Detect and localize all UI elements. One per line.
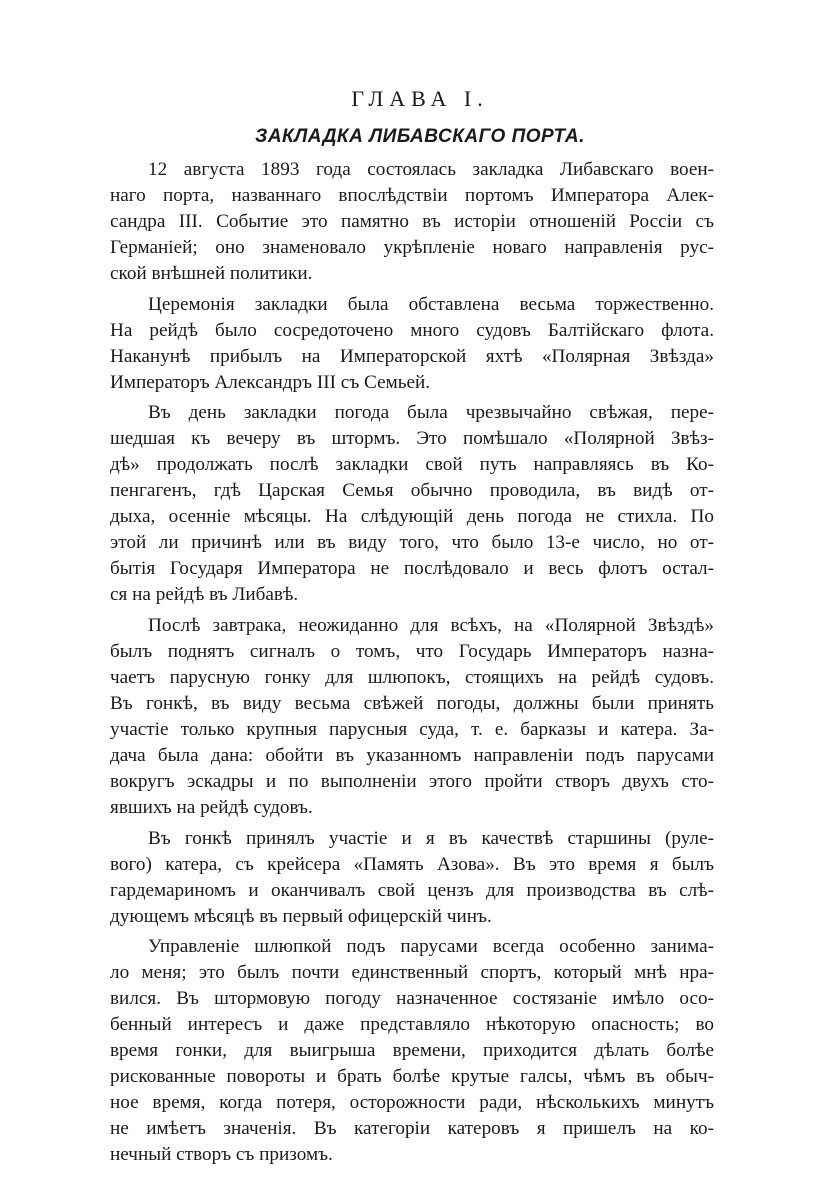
text-line: ся на рейдѣ въ Либавѣ. bbox=[110, 584, 299, 605]
text-line: Въ день закладки погода была чрезвычайно свѣжая, пере- bbox=[148, 402, 714, 423]
chapter-title: ЗАКЛАДКА ЛИБАВСКАГО ПОРТА. bbox=[255, 126, 585, 147]
text-line: ло меня; это былъ почти единственный спортъ, который мнѣ нра- bbox=[110, 962, 714, 983]
text-line: не имѣетъ значенія. Въ категоріи катеровъ я пришелъ на ко- bbox=[110, 1118, 714, 1139]
text-line: время гонки, для выигрыша времени, приходится дѣлать болѣе bbox=[110, 1040, 714, 1061]
text-line: гардемариномъ и оканчивалъ свой цензъ для производства въ слѣ- bbox=[110, 880, 714, 901]
text-line: дыха, осенніе мѣсяцы. На слѣдующій день погода не стихла. По bbox=[110, 506, 714, 527]
text-line: ской внѣшней политики. bbox=[110, 263, 313, 284]
text-line: нечный створъ съ призомъ. bbox=[110, 1144, 333, 1165]
chapter-heading: ГЛАВА I. bbox=[351, 86, 489, 111]
text-line: участіе только крупныя парусныя суда, т. е. барказы и катера. За- bbox=[110, 719, 714, 740]
text-line: дующемъ мѣсяцѣ въ первый офицерскій чинъ. bbox=[110, 906, 492, 927]
text-line: Управленіе шлюпкой подъ парусами всегда особенно занима- bbox=[148, 936, 714, 957]
text-line: На рейдѣ было сосредоточено много судовъ Балтійскаго флота. bbox=[110, 320, 714, 341]
text-line: пенгагенъ, гдѣ Царская Семья обычно проводила, въ видѣ от- bbox=[110, 480, 714, 501]
text-line: Въ гонкѣ, въ виду весьма свѣжей погоды, должны были принять bbox=[110, 693, 714, 714]
text-line: шедшая къ вечеру въ штормъ. Это помѣшало «Полярной Звѣз- bbox=[110, 428, 714, 449]
text-line: дѣ» продолжать послѣ закладки свой путь направляясь въ Ко- bbox=[110, 454, 714, 475]
text-line: чаетъ парусную гонку для шлюпокъ, стоящихъ на рейдѣ судовъ. bbox=[110, 667, 714, 688]
text-line: былъ поднятъ сигналъ о томъ, что Государь Императоръ назна- bbox=[110, 641, 714, 662]
text-line: вился. Въ штормовую погоду назначенное состязаніе имѣло осо- bbox=[110, 988, 714, 1009]
text-line: Германіей; оно знаменовало укрѣпленіе новаго направленія рус- bbox=[110, 237, 714, 258]
text-line: ное время, когда потеря, осторожности ради, нѣсколькихъ минутъ bbox=[110, 1092, 714, 1113]
text-line: Въ гонкѣ принялъ участіе и я въ качествѣ старшины (руле- bbox=[148, 828, 714, 849]
text-line: бытія Государя Императора не послѣдовало и весь флотъ остал- bbox=[110, 558, 714, 579]
text-line: Наканунѣ прибылъ на Императорской яхтѣ «Полярная Звѣзда» bbox=[110, 346, 714, 367]
text-line: вокругъ эскадры и по выполненіи этого пройти створъ двухъ сто- bbox=[110, 771, 714, 792]
text-line: этой ли причинѣ или въ виду того, что было 13-е число, но от- bbox=[110, 532, 714, 553]
text-line: явшихъ на рейдѣ судовъ. bbox=[110, 797, 313, 818]
text-line: наго порта, названнаго впослѣдствіи портомъ Императора Алек- bbox=[110, 185, 714, 206]
text-line: 12 августа 1893 года состоялась закладка Либавскаго воен- bbox=[148, 159, 714, 180]
text-line: Императоръ Александръ III съ Семьей. bbox=[110, 372, 431, 393]
text-line: Послѣ завтрака, неожиданно для всѣхъ, на «Полярной Звѣздѣ» bbox=[148, 615, 714, 636]
text-line: рискованные повороты и брать болѣе крутые галсы, чѣмъ въ обыч- bbox=[110, 1066, 714, 1087]
text-line: бенный интересъ и даже представляло нѣкоторую опасность; во bbox=[110, 1014, 714, 1035]
text-line: Церемонія закладки была обставлена весьма торжественно. bbox=[148, 294, 714, 315]
text-line: дача была дана: обойти въ указанномъ направленіи подъ парусами bbox=[110, 745, 714, 766]
text-line: сандра III. Событие это памятно въ исторіи отношеній Россіи съ bbox=[110, 211, 714, 232]
text-line: вого) катера, съ крейсера «Память Азова». Въ это время я былъ bbox=[110, 854, 714, 875]
